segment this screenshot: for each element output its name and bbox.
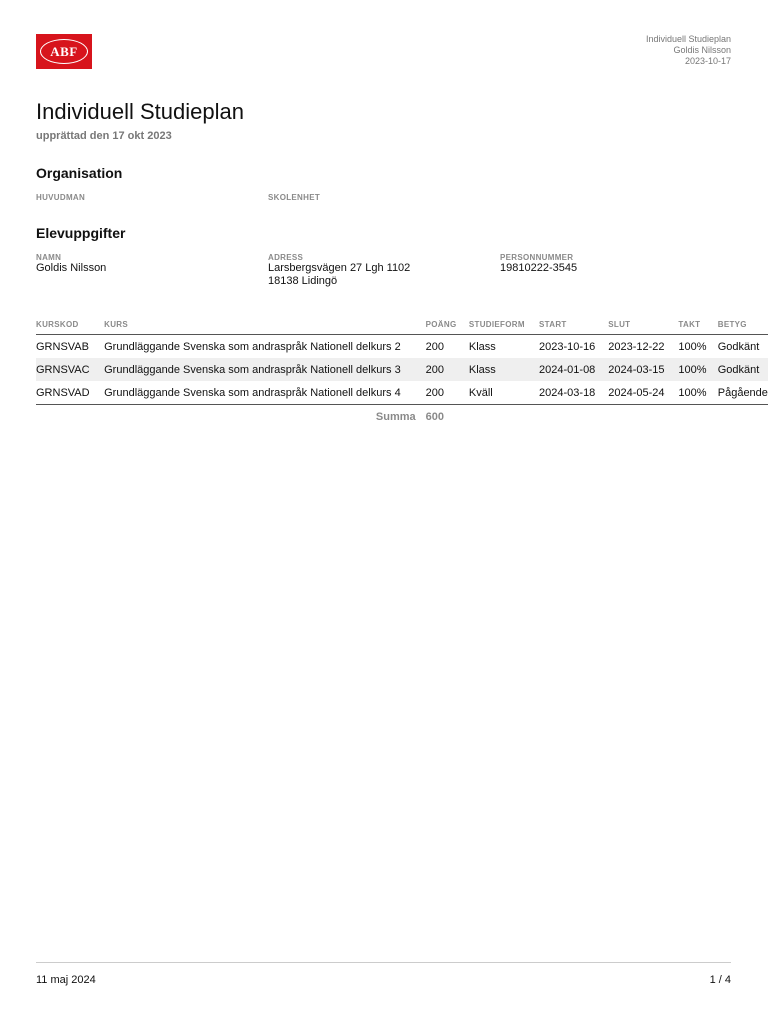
cell-kurskod: GRNSVAD: [36, 381, 104, 405]
personnummer: 19810222-3545: [500, 262, 578, 274]
cell-kurskod: GRNSVAC: [36, 358, 104, 381]
table-row: [36, 335, 768, 359]
sum-spacer: [469, 405, 768, 430]
sum-row: [36, 405, 768, 430]
address-label: ADRESS: [268, 253, 304, 262]
page-subtitle: upprättad den 17 okt 2023: [36, 130, 172, 142]
logo-text: ABF: [50, 43, 78, 59]
col-header-betyg: BETYG: [718, 314, 768, 335]
meta-date: 2023-10-17: [684, 56, 731, 66]
cell-takt: 100%: [678, 381, 717, 405]
col-header-kurskod: KURSKOD: [36, 314, 104, 335]
cell-betyg: Pågående: [718, 381, 768, 405]
table-row: [36, 358, 768, 381]
document-meta: [646, 34, 731, 67]
name-label: NAMN: [36, 253, 62, 262]
col-header-slut: SLUT: [608, 314, 678, 335]
cell-kurskod: GRNSVAB: [36, 340, 89, 353]
footer-page-number: 1 / 4: [709, 974, 731, 986]
meta-doc-title: Individuell Studieplan: [645, 34, 731, 44]
student-name: Goldis Nilsson: [36, 262, 107, 274]
cell-slut: 2024-05-24: [608, 381, 678, 405]
col-header-kurs: KURS: [104, 314, 426, 335]
col-header-takt: TAKT: [678, 314, 717, 335]
cell-betyg: Godkänt: [718, 358, 768, 381]
address-line-2: 18138 Lidingö: [268, 275, 338, 287]
footer-date: 11 maj 2024: [36, 974, 96, 986]
cell-start: 2024-01-08: [539, 358, 608, 381]
table-row: [36, 381, 768, 405]
logo-oval: [40, 39, 88, 64]
personnummer-label: PERSONNUMMER: [500, 253, 574, 262]
cell-start: 2023-10-16: [539, 340, 596, 353]
huvudman-label: HUVUDMAN: [36, 193, 86, 202]
cell-poang: 200: [425, 340, 444, 353]
sum-value: 600: [425, 411, 444, 423]
course-table: [36, 314, 768, 429]
footer-divider: [36, 962, 731, 963]
page-title: Individuell Studieplan: [36, 99, 244, 124]
cell-slut: 2024-03-15: [608, 358, 678, 381]
cell-poang: 200: [426, 358, 469, 381]
cell-takt: 100%: [678, 358, 717, 381]
student-heading: Elevuppgifter: [36, 225, 126, 241]
sum-label: Summa: [375, 411, 416, 423]
cell-betyg: Godkänt: [717, 340, 760, 353]
meta-student-name: Goldis Nilsson: [673, 45, 731, 55]
organisation-heading: Organisation: [36, 165, 123, 181]
cell-studieform: Klass: [468, 340, 496, 353]
abf-logo: [36, 34, 92, 69]
cell-kurs: Grundläggande Svenska som andraspråk Nationell delkurs 4: [104, 381, 426, 405]
col-header-studieform: STUDIEFORM: [469, 314, 539, 335]
cell-studieform: Kväll: [469, 381, 539, 405]
cell-poang: 200: [426, 381, 469, 405]
cell-slut: 2023-12-22: [608, 340, 665, 353]
course-table-header: [36, 314, 768, 335]
cell-kurs: Grundläggande Svenska som andraspråk Nationell delkurs 2: [104, 340, 401, 353]
address-line-1: Larsbergsvägen 27 Lgh 1102: [268, 262, 411, 274]
cell-studieform: Klass: [469, 358, 539, 381]
cell-takt: 100%: [678, 340, 707, 353]
col-header-poang: POÄNG: [426, 314, 469, 335]
cell-kurs: Grundläggande Svenska som andraspråk Nationell delkurs 3: [104, 358, 426, 381]
skolenhet-label: SKOLENHET: [268, 193, 321, 202]
cell-start: 2024-03-18: [539, 381, 608, 405]
col-header-start: START: [539, 314, 608, 335]
